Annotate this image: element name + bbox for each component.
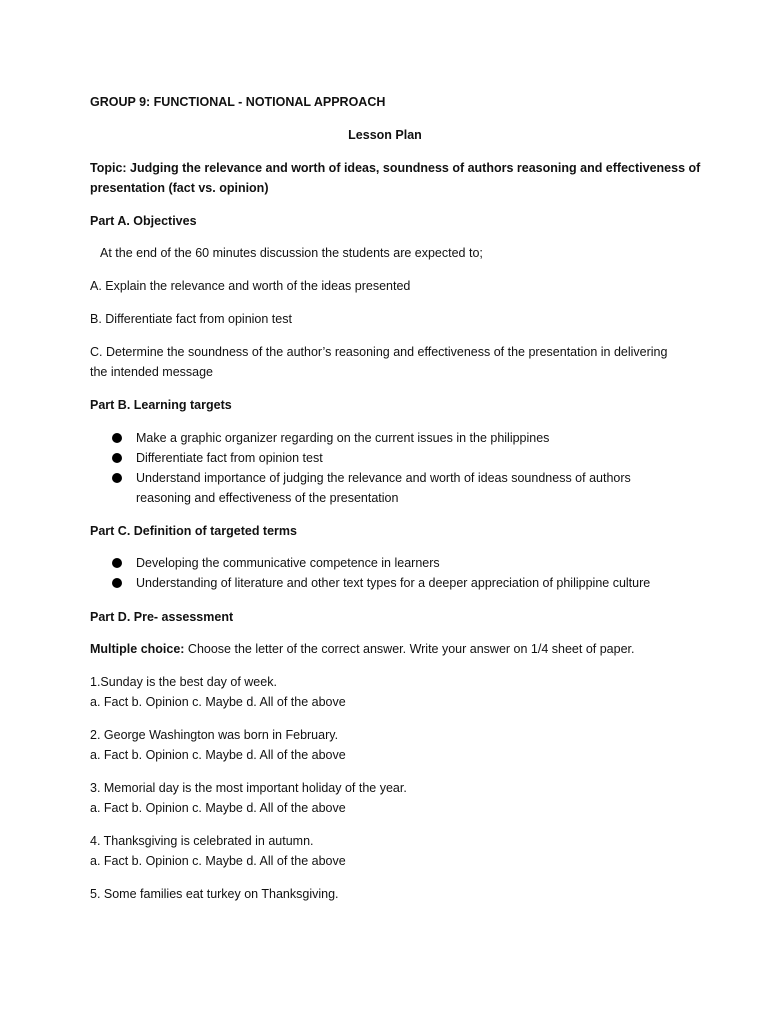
question-1: 1.Sunday is the best day of week.	[90, 675, 277, 689]
bullet-icon	[112, 578, 122, 588]
multiple-choice-instruction	[90, 639, 634, 659]
bullet-icon	[112, 433, 122, 443]
topic-line-1: Topic: Judging the relevance and worth of ideas, soundness of authors reasoning and effectiveness of	[90, 161, 701, 175]
list-item-text: Differentiate fact from opinion test	[136, 451, 323, 465]
topic-line-2: presentation (fact vs. opinion)	[90, 181, 269, 195]
bullet-icon	[112, 453, 122, 463]
part-c-heading: Part C. Definition of targeted terms	[90, 524, 297, 538]
doc-title: Lesson Plan	[348, 128, 422, 142]
list-item	[112, 553, 650, 573]
part-a-heading: Part A. Objectives	[90, 214, 197, 228]
list-item	[112, 468, 631, 488]
list-item-text: Developing the communicative competence in learners	[136, 556, 440, 570]
bullet-icon	[112, 558, 122, 568]
list-item-text: Understanding of literature and other text types for a deeper appreciation of philippine culture	[136, 576, 651, 590]
question-4: 4. Thanksgiving is celebrated in autumn.	[90, 834, 314, 848]
objective-b: B. Differentiate fact from opinion test	[90, 312, 292, 326]
question-2-choices: a. Fact b. Opinion c. Maybe d. All of the above	[90, 748, 346, 762]
objective-c-line-2: the intended message	[90, 365, 214, 379]
part-d-heading: Part D. Pre- assessment	[90, 610, 234, 624]
group-title: GROUP 9: FUNCTIONAL - NOTIONAL APPROACH	[90, 95, 386, 109]
question-4-choices: a. Fact b. Opinion c. Maybe d. All of the above	[90, 854, 346, 868]
question-3: 3. Memorial day is the most important holiday of the year.	[90, 781, 407, 795]
targeted-terms-list	[112, 553, 650, 593]
list-item	[112, 448, 631, 468]
bullet-icon	[112, 473, 122, 483]
list-item-text: reasoning and effectiveness of the presentation	[136, 491, 399, 505]
objective-c-line-1: C. Determine the soundness of the author’s reasoning and effectiveness of the presentation in delivering	[90, 345, 668, 359]
list-item	[112, 573, 650, 593]
question-1-choices: a. Fact b. Opinion c. Maybe d. All of the above	[90, 695, 346, 709]
multiple-choice-label: Multiple choice:	[90, 642, 185, 656]
question-5: 5. Some families eat turkey on Thanksgiving.	[90, 887, 339, 901]
list-item-text: Make a graphic organizer regarding on the current issues in the philippines	[136, 431, 550, 445]
objectives-intro: At the end of the 60 minutes discussion the students are expected to;	[100, 246, 483, 260]
list-item-continuation	[112, 488, 631, 508]
question-2: 2. George Washington was born in February.	[90, 728, 339, 742]
question-3-choices: a. Fact b. Opinion c. Maybe d. All of the above	[90, 801, 346, 815]
learning-targets-list	[112, 428, 631, 508]
instruction-text: Choose the letter of the correct answer. Write your answer on 1/4 sheet of paper.	[184, 642, 635, 656]
list-item-text: Understand importance of judging the relevance and worth of ideas soundness of authors	[136, 471, 631, 485]
objective-a: A. Explain the relevance and worth of the ideas presented	[90, 279, 411, 293]
part-b-heading: Part B. Learning targets	[90, 398, 232, 412]
list-item	[112, 428, 631, 448]
